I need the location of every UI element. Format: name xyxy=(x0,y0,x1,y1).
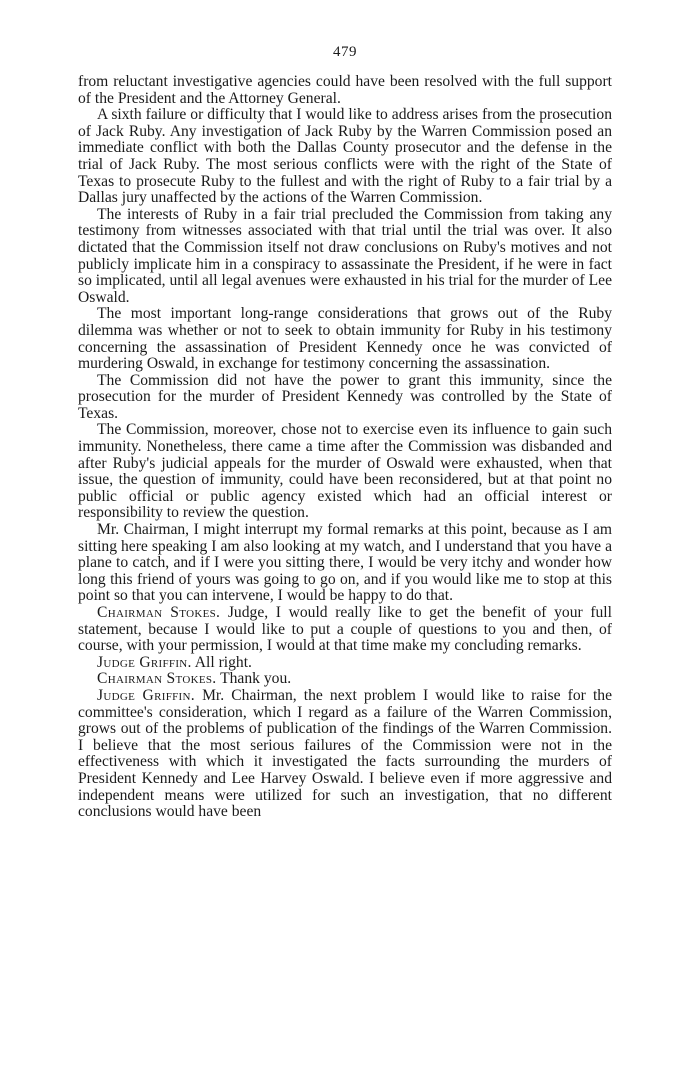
paragraph-text: The interests of Ruby in a fair trial precluded the Commission from taking any testimony from witnesses associated with that trial until the trial was over. It also dictated that the Commission itself not draw conclusions on Ruby's motives and not publicly implicate him in a conspiracy to assassinate the President, if he were in fact so implicated, until all legal avenues were exhausted in his trial for the murder of Lee Oswald. xyxy=(78,205,612,306)
paragraph-influence xyxy=(78,422,612,522)
paragraph-text: Mr. Chairman, I might interrupt my formal remarks at this point, because as I am sitting here speaking I am also looking at my watch, and I understand that you have a plane to catch, and if I were you sitting there, I would be very itchy and wonder how long this friend of yours was going to go on, and if you would like me to stop at this point so that you can intervene, I would be happy to do that. xyxy=(78,521,612,605)
paragraph-text: Mr. Chairman, the next problem I would like to raise for the committee's consideration, which I regard as a failure of the Warren Commission, grows out of the problems of publication of the findings of the Warren Commission. I believe that the most serious failures of the Commission were not in the effectiveness with which it investigated the facts surrounding the murders of President Kennedy and Lee Harvey Oswald. I believe even if more aggressive and independent means were utilized for such an investigation, that no different conclusions would have been xyxy=(78,686,612,821)
paragraph-chairman-stokes-2 xyxy=(78,671,612,688)
speaker-name: Judge Griffin. xyxy=(97,653,192,671)
paragraph-text: A sixth failure or difficulty that I would like to address arises from the prosecution of Jack Ruby. Any investigation of Jack Ruby by the Warren Commission posed an immediate conflict with both the Dallas County prosecutor and the defense in the trial of Jack Ruby. The most serious conflicts were with the right of the State of Texas to prosecute Ruby to the fullest and with the right of Ruby to a fair trial by a Dallas jury unaffected by the actions of the Warren Commission. xyxy=(78,106,612,207)
speaker-name: Judge Griffin. xyxy=(97,686,195,704)
paragraph-judge-griffin-2 xyxy=(78,688,612,821)
speaker-name: Chairman Stokes. xyxy=(97,604,221,621)
paragraph-jack-ruby xyxy=(78,107,612,207)
body-text xyxy=(78,74,612,821)
speaker-name: Chairman Stokes. xyxy=(97,670,217,688)
paragraph-text: Judge, I would really like to get the benefit of your full statement, because I would like to put a couple of questions to you and then, of course, with your permission, I would at that time make my concluding remarks. xyxy=(78,604,612,655)
paragraph-no-power xyxy=(78,373,612,423)
page-number: 479 xyxy=(333,44,357,60)
paragraph-text: The most important long-range considerations that grows out of the Ruby dilemma was whether or not to seek to obtain immunity for Ruby in his testimony concerning the assassination of President Kennedy once he was convicted of murdering Oswald, in exchange for testimony concerning the assassination. xyxy=(78,305,612,373)
paragraph-text: All right. xyxy=(194,653,252,671)
paragraph-continuation xyxy=(78,74,612,107)
paragraph-judge-griffin-1 xyxy=(78,655,612,672)
paragraph-interrupt xyxy=(78,522,612,605)
paragraph-text: The Commission did not have the power to grant this immunity, since the prosecution for the murder of President Kennedy was controlled by the State of Texas. xyxy=(78,371,612,422)
paragraph-text: Thank you. xyxy=(220,670,292,688)
paragraph-text: from reluctant investigative agencies could have been resolved with the full support of the President and the Attorney General. xyxy=(78,73,612,107)
paragraph-chairman-stokes-1 xyxy=(78,605,612,655)
paragraph-text: The Commission, moreover, chose not to exercise even its influence to gain such immunity. Nonetheless, there came a time after the Commission was disbanded and after Ruby's judicial appeals for the murder of Oswald were exhausted, when that issue, the question of immunity, could have been reconsidered, but at that point no public official or public agency existed which had an official interest or responsibility to review the question. xyxy=(78,421,612,522)
paragraph-fair-trial xyxy=(78,207,612,307)
paragraph-immunity-consideration xyxy=(78,306,612,372)
